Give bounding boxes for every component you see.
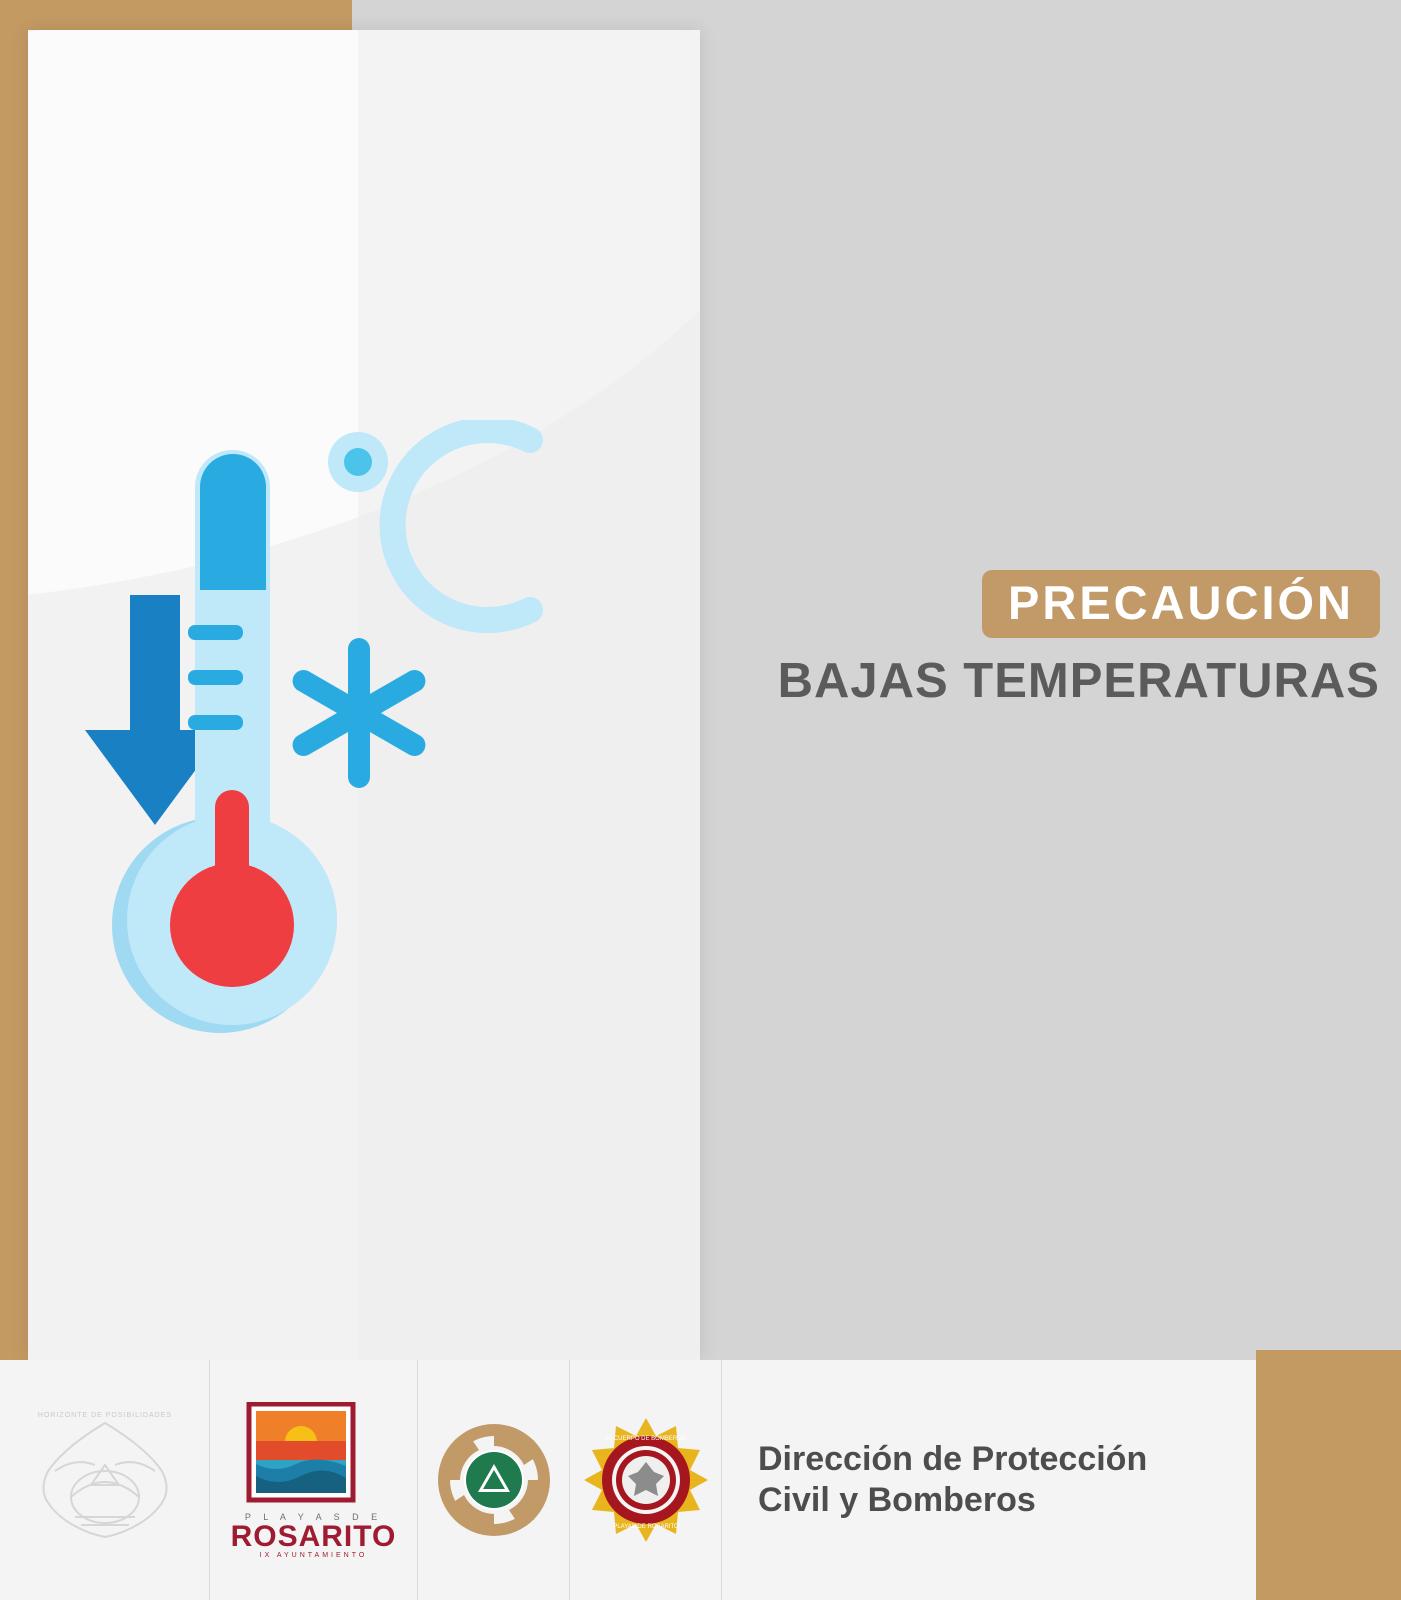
footer-text-line-2: Civil y Bomberos [758, 1481, 1036, 1519]
degree-celsius-symbol [328, 430, 530, 620]
ayuntamiento-label: IX AYUNTAMIENTO [259, 1551, 368, 1559]
rosarito-eagle-seal-logo [0, 1360, 210, 1600]
svg-text:PLAYAS DE ROSARITO: PLAYAS DE ROSARITO [612, 1524, 679, 1530]
svg-text:H. CUERPO DE BOMBEROS: H. CUERPO DE BOMBEROS [605, 1436, 686, 1442]
rosarito-wordmark: ROSARITO [230, 1519, 397, 1553]
footer-department-text [722, 1439, 1147, 1522]
precaucion-badge: PRECAUCIÓN [982, 570, 1380, 638]
snowflake-icon [289, 638, 430, 788]
bomberos-rosarito-logo [570, 1360, 722, 1600]
footer-text-line-1: Dirección de Protección [758, 1439, 1148, 1478]
svg-text:HORIZONTE DE POSIBILIDADES: HORIZONTE DE POSIBILIDADES [37, 1412, 172, 1419]
playas-de-label: P L A Y A S D E [244, 1511, 383, 1522]
subheadline-text: BAJAS TEMPERATURAS [777, 654, 1380, 708]
thermometer-cold-illustration [60, 420, 680, 1060]
proteccion-civil-logo [418, 1360, 570, 1600]
footer-bar [0, 1360, 1256, 1600]
gold-background-block-right [1256, 1350, 1401, 1600]
playas-de-rosarito-logo [210, 1360, 418, 1600]
headline-block [720, 570, 1380, 707]
